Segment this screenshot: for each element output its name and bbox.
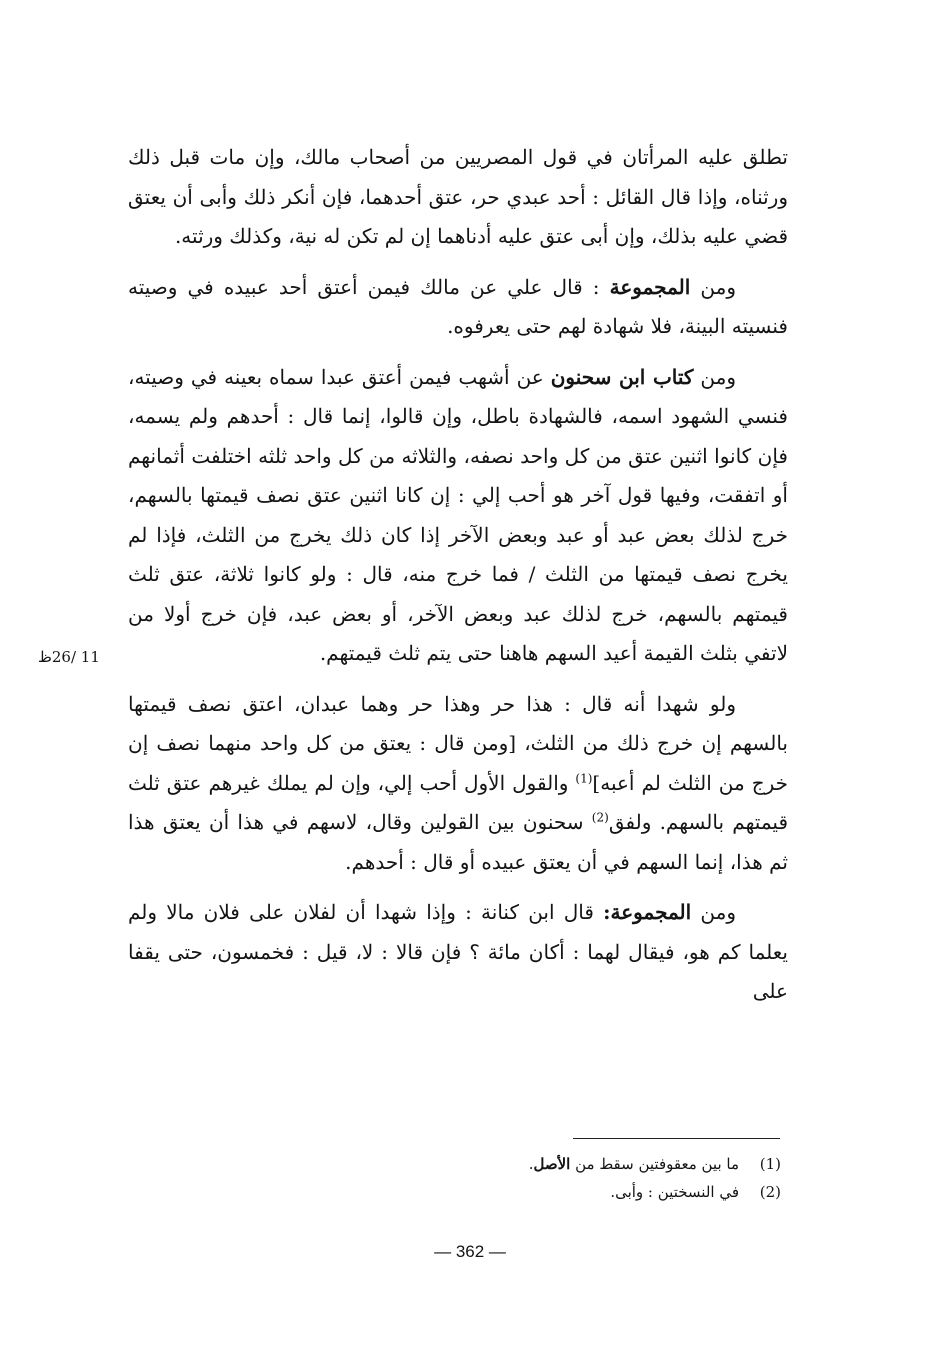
paragraph-4 [128, 685, 788, 883]
paragraph-2 [128, 268, 788, 347]
footnote-number: (2) [759, 1183, 781, 1201]
source-heading-majmua-2: المجموعة: [603, 900, 692, 924]
footnote-tail: . [528, 1155, 534, 1173]
main-text [128, 138, 788, 1023]
paragraph-2-text: : قال علي عن مالك فيمن أعتق أحد عبيده في وصيته فنسيته البينة، فلا شهادة لهم حتى يعرفوه. [128, 274, 788, 338]
footnote-bold-word: الأصل [533, 1155, 571, 1173]
paragraph-5 [128, 893, 788, 1012]
paragraph-3 [128, 358, 788, 674]
paragraph-5-text: قال ابن كنانة : وإذا شهدا أن لفلان على فلان مالا ولم يعلما كم هو، فيقال لهما : أكان مائة ؟ فإن قالا : لا، قيل : فخمسون، حتى يقفا على [128, 900, 788, 1003]
source-heading-ibn-sahnun: كتاب ابن سحنون [550, 364, 694, 389]
footnotes [400, 1150, 781, 1206]
footnote-number: (1) [759, 1155, 781, 1173]
paragraph-4-text-cont: والقول الأول أحب إلي، وإن لم يملك غيرهم عتق ثلث قيمتهم بالسهم. ولفق [128, 770, 789, 834]
source-heading-majmua: المجموعة [609, 274, 691, 299]
footnote-text: ما بين معقوفتين سقط من [570, 1155, 739, 1173]
paragraph-1-text: تطلق عليه المرأتان في قول المصريين من أصحاب مالك، وإن مات قبل ذلك ورثناه، وإذا قال القائل : أحد عبدي حر، عتق أحدهما، فإن أنكر ذلك وأبى أن يعتق قضي عليه بذلك، وإن أبى عتق عليه أدناهما إن لم تكن له نية، وكذلك ورثته. [128, 145, 788, 248]
paragraph-2-prefix: ومن [690, 274, 736, 299]
footnote-ref-2[interactable]: (2) [591, 810, 609, 825]
paragraph-3-prefix: ومن [693, 364, 737, 389]
paragraph-4-text-end: سحنون بين القولين وقال، لاسهم في هذا أن يعتق هذا ثم هذا، إنما السهم في أن يعتق عبيده أو قال : أحدهم. [128, 810, 788, 874]
paragraph-5-prefix: ومن [691, 900, 737, 924]
footnote-2 [400, 1178, 781, 1206]
footnote-text: في النسختين : وأبى. [610, 1183, 739, 1201]
paragraph-4-text: ولو شهدا أنه قال : هذا حر وهذا حر وهما عبدان، اعتق نصف قيمتها بالسهم إن خرج ذلك من الثلث، [ومن قال : يعتق من كل واحد منهما نصف إن خرج من الثلث لم أعبه] [128, 691, 789, 795]
paragraph-1 [128, 138, 788, 257]
page-number: — 362 — [434, 1242, 506, 1261]
paragraph-3-text: عن أشهب فيمن أعتق عبدا سماه بعينه في وصيته، فنسي الشهود اسمه، فالشهادة باطل، وإن قالوا، إنما قال : أحدهم ولم يسمه، فإن كانوا اثنين عتق من كل واحد نصفه، والثلاثه من كل واحد ثلثه اختلفت أثمانهم أو اتفقت، وفيها قول آخر هو أحب إلي : إن كانا اثنين عتق نصف قيمتها بالسهم، خرج لذلك بعض عبد أو عبد وبعض الآخر إذا كان ذلك يخرج من الثلث، فإذا لم يخرج نصف قيمتها من الثلث / فما خرج منه، قال : ولو كانوا ثلاثة، عتق ثلث قيمتهم بالسهم، خرج لذلك عبد وبعض الآخر، أو بعض عبد، فإن خرج أولا من لاتفي بثلث القيمة أعيد السهم هاهنا حتى يتم ثلث قيمتهم. [128, 364, 788, 665]
footnote-separator [573, 1138, 780, 1139]
manuscript-folio-note: 11 /26ظ [38, 648, 100, 666]
footnote-1 [400, 1150, 781, 1178]
footnote-ref-1[interactable]: (1) [575, 770, 593, 785]
